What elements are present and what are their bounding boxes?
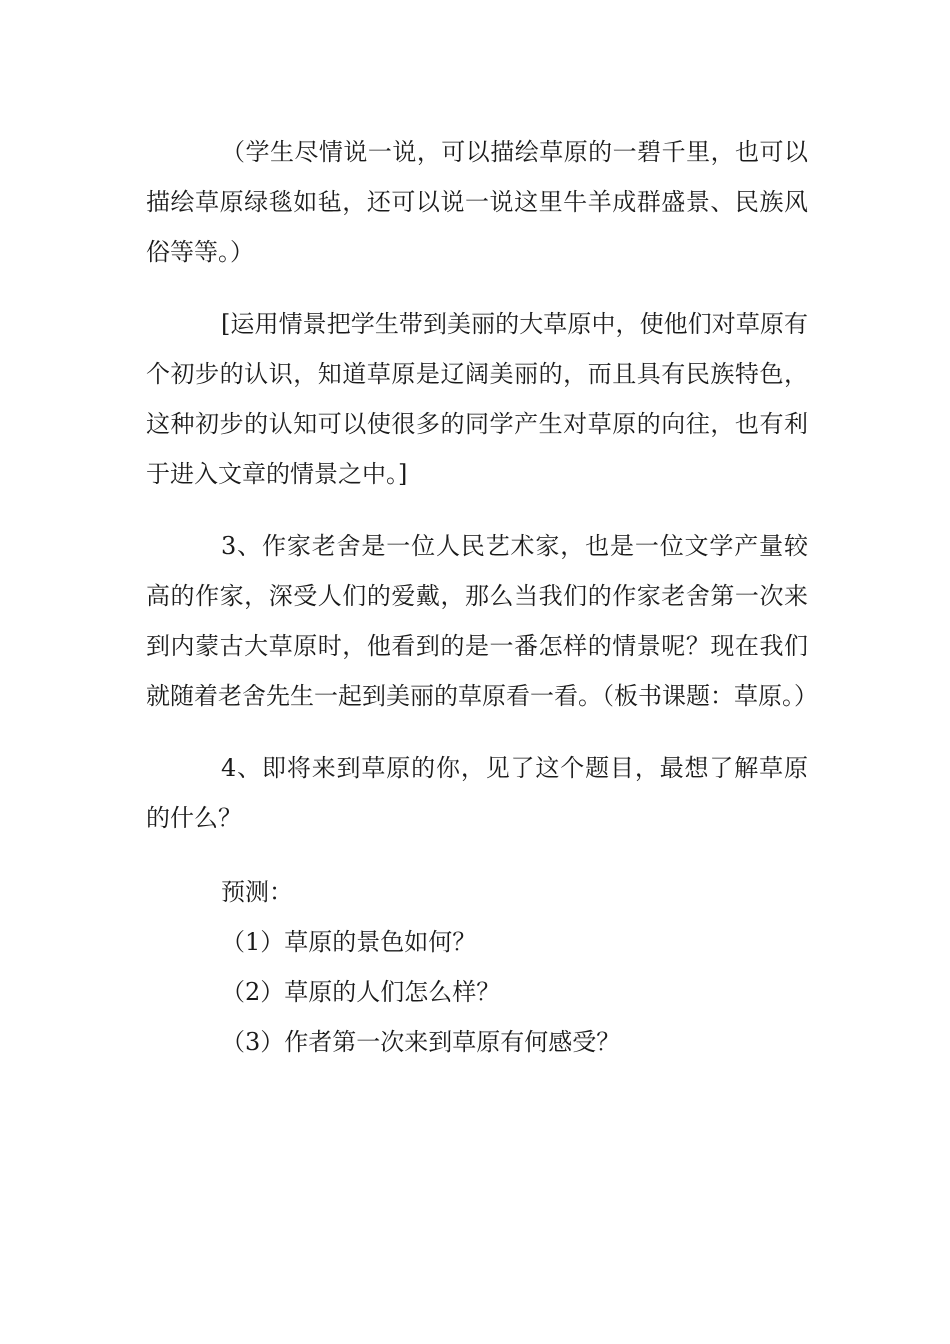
prediction-item-1: （1）草原的景色如何？ [221, 928, 477, 956]
paragraph-step-3: 3、作家老舍是一位人民艺术家，也是一位文学产量较高的作家，深受人们的爱戴，那么当我们的作家老舍第一次来到内蒙古大草原时，他看到的是一番怎样的情景呢？现在我们就随着老舍先生一起到美丽的草原看一看。（板书课题：草原。） [146, 532, 818, 710]
document-body [146, 127, 818, 1067]
prediction-item-3: （3）作者第一次来到草原有何感受？ [221, 1028, 621, 1056]
prediction-item-2: （2）草原的人们怎么样？ [221, 978, 501, 1006]
paragraph-design-intent: [运用情景把学生带到美丽的大草原中，使他们对草原有个初步的认识，知道草原是辽阔美丽的，而且具有民族特色，这种初步的认知可以使很多的同学产生对草原的向往，也有利于进入文章的情景之中。] [146, 310, 808, 488]
paragraph-student-discussion: （学生尽情说一说，可以描绘草原的一碧千里，也可以描绘草原绿毯如毡，还可以说一说这里牛羊成群盛景、民族风俗等等。） [146, 138, 808, 266]
paragraph-step-4: 4、即将来到草原的你，见了这个题目，最想了解草原的什么？ [146, 754, 808, 832]
paragraph-prediction-heading: 预测： [221, 878, 293, 906]
